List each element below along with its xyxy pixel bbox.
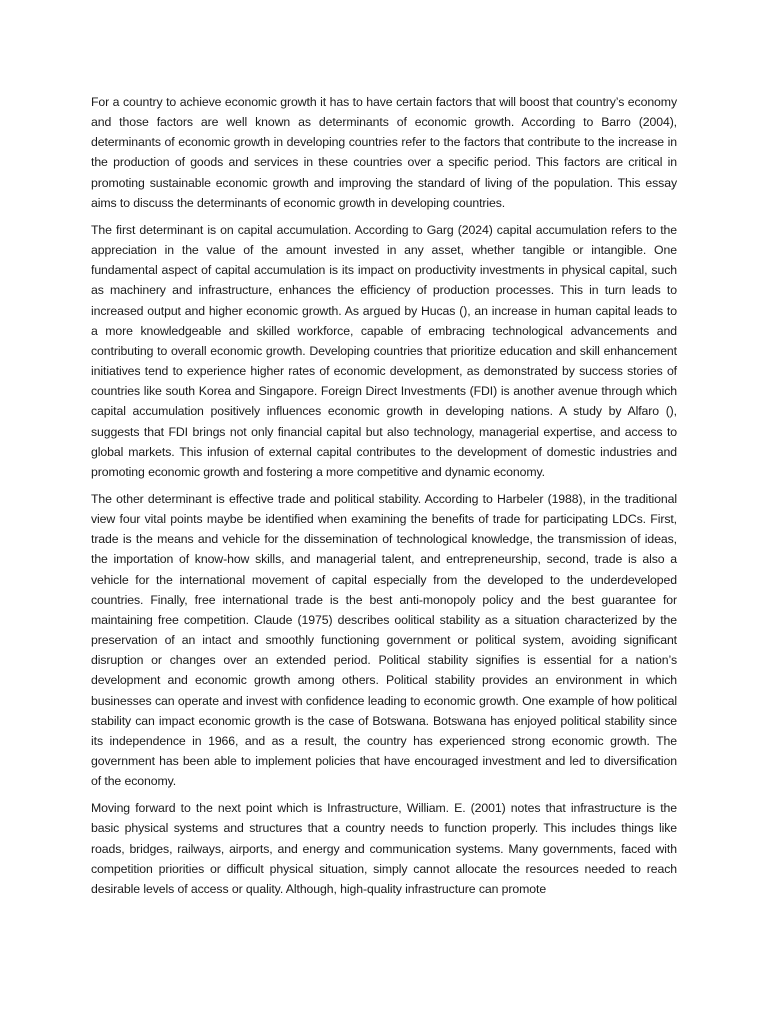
intro-paragraph: For a country to achieve economic growth it has to have certain factors that will boost that country’s economy and those factors are well known as determinants of economic growth. According to Barro (2004), determinants of economic growth in developing countries refer to the factors that contribute to the increase in the production of goods and services in these countries over a specific period. This factors are critical in promoting sustainable economic growth and improving the standard of living of the population. This essay aims to discuss the determinants of economic growth in developing countries. [91,95,677,210]
infrastructure-paragraph: Moving forward to the next point which is Infrastructure, William. E. (2001) notes that infrastructure is the basic physical systems and structures that a country needs to function properly. This includes things like roads, bridges, railways, airports, and energy and communication systems. Many governments, faced with competition priorities or difficult physical situation, simply cannot allocate the resources needed to reach desirable levels of access or quality. Although, high-quality infrastructure can promote [91,801,677,896]
trade-political-stability-paragraph: The other determinant is effective trade and political stability. According to Harbeler (1988), in the traditional view four vital points maybe be identified when examining the benefits of trade for participating LDCs. First, trade is the means and vehicle for the dissemination of technological knowledge, the transmission of ideas, the importation of know-how skills, and managerial talent, and entrepreneurship, second, trade is also a vehicle for the international movement of capital especially from the developed to the underdeveloped countries. Finally, free international trade is the best anti-monopoly policy and the best guarantee for maintaining free competition. Claude (1975) describes oolitical stability as a situation characterized by the preservation of an intact and smoothly functioning government or political system, avoiding significant disruption or changes over an extended period. Political stability signifies is essential for a nation’s development and economic growth among others. Political stability provides an environment in which businesses can operate and invest with confidence leading to economic growth. One example of how political stability can impact economic growth is the case of Botswana. Botswana has enjoyed political stability since its independence in 1966, and as a result, the country has experienced strong economic growth. The government has been able to implement policies that have encouraged investment and led to diversification of the economy. [91,491,677,789]
capital-accumulation-paragraph: The first determinant is on capital accumulation. According to Garg (2024) capital accumulation refers to the appreciation in the value of the amount invested in any asset, whether tangible or intangible. One fundamental aspect of capital accumulation is its impact on productivity investments in physical capital, such as machinery and infrastructure, enhances the efficiency of production processes. This in turn leads to increased output and higher economic growth. As argued by Hucas (), an increase in human capital leads to a more knowledgeable and skilled workforce, capable of embracing technological advancements and contributing to overall economic growth. Developing countries that prioritize education and skill enhancement initiatives tend to experience higher rates of economic development, as demonstrated by success stories of countries like south Korea and Singapore. Foreign Direct Investments (FDI) is another avenue through which capital accumulation positively influences economic growth in developing nations. A study by Alfaro (), suggests that FDI brings not only financial capital but also technology, managerial expertise, and access to global markets. This infusion of external capital contributes to the development of domestic industries and promoting economic growth and fostering a more competitive and dynamic economy. [91,222,677,479]
